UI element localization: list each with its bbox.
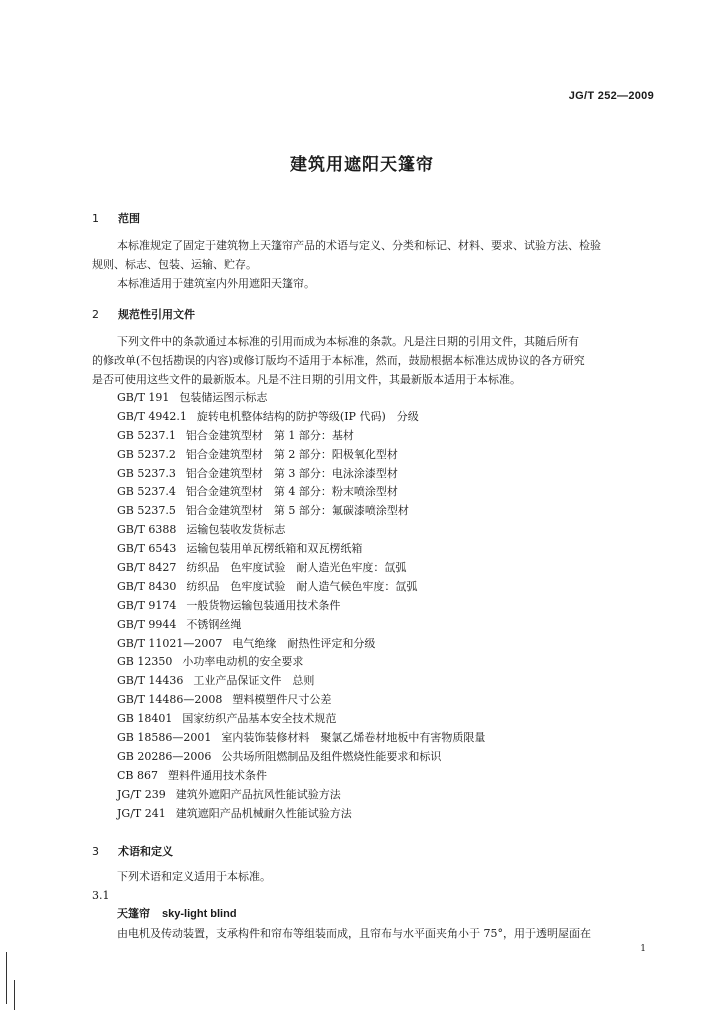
normative-references-list <box>117 389 485 842</box>
reference-item: GB 5237.2 铝合金建筑型材 第 2 部分：阳极氧化型材 <box>117 447 398 461</box>
reference-item: GB/T 14436 工业产品保证文件 总则 <box>117 674 315 688</box>
reference-item: GB/T 8427 纺织品 色牢度试验 耐人造光色牢度：氙弧 <box>117 561 407 575</box>
section-1-heading <box>92 210 140 226</box>
term-heading <box>117 905 237 921</box>
scan-edge-mark-2 <box>14 980 15 1010</box>
reference-item: JG/T 239 建筑外遮阳产品抗风性能试验方法 <box>117 787 341 801</box>
reference-item: GB 5237.3 铝合金建筑型材 第 3 部分：电泳涂漆型材 <box>117 466 398 480</box>
scan-edge-mark <box>6 952 7 1004</box>
reference-item: GB 5237.5 铝合金建筑型材 第 5 部分：氟碳漆喷涂型材 <box>117 504 409 518</box>
term-definition: 由电机及传动装置，支承构件和帘布等组装而成，且帘布与水平面夹角小于 75°，用于透明屋面在 <box>117 927 591 940</box>
reference-item: GB/T 191 包装储运图示标志 <box>117 391 268 404</box>
refs-intro-line-2: 的修改单(不包括勘误的内容)或修订版均不适用于本标准，然而，鼓励根据本标准达成协议的各方研究 <box>92 354 585 367</box>
section-title: 规范性引用文件 <box>118 308 195 321</box>
section-title: 范围 <box>118 212 140 225</box>
clause-3-1-number: 3.1 <box>92 889 110 902</box>
reference-item: JG/T 241 建筑遮阳产品机械耐久性能试验方法 <box>117 806 352 820</box>
section-title: 术语和定义 <box>118 845 173 858</box>
reference-item: GB/T 6543 运输包装用单瓦楞纸箱和双瓦楞纸箱 <box>117 542 363 556</box>
terms-intro: 下列术语和定义适用于本标准。 <box>117 870 271 883</box>
reference-item: GB/T 14486—2008 塑料模塑件尺寸公差 <box>117 693 332 707</box>
refs-intro-line-1: 下列文件中的条款通过本标准的引用而成为本标准的条款。凡是注日期的引用文件，其随后所有 <box>117 335 579 348</box>
reference-item: GB/T 9174 一般货物运输包装通用技术条件 <box>117 598 341 612</box>
scope-line-2: 规则、标志、包装、运输、贮存。 <box>92 258 257 271</box>
reference-item: GB 12350 小功率电动机的安全要求 <box>117 655 304 669</box>
reference-item: GB/T 6388 运输包装收发货标志 <box>117 523 286 537</box>
reference-item: GB/T 8430 纺织品 色牢度试验 耐人造气候色牢度：氙弧 <box>117 579 418 593</box>
term-en: sky-light blind <box>162 908 237 920</box>
refs-intro-line-3: 是否可使用这些文件的最新版本。凡是不注日期的引用文件，其最新版本适用于本标准。 <box>92 373 521 386</box>
reference-item: GB 5237.4 铝合金建筑型材 第 4 部分：粉末喷涂型材 <box>117 485 398 499</box>
reference-item: GB 18401 国家纺织产品基本安全技术规范 <box>117 712 337 726</box>
reference-item: GB/T 9944 不锈钢丝绳 <box>117 617 242 631</box>
scope-line-1: 本标准规定了固定于建筑物上天篷帘产品的术语与定义、分类和标记、材料、要求、试验方法、检验 <box>117 239 601 252</box>
document-title: 建筑用遮阳天篷帘 <box>290 155 434 175</box>
section-number: 3 <box>92 845 99 858</box>
reference-item: GB/T 4942.1 旋转电机整体结构的防护等级(IP 代码) 分级 <box>117 409 419 423</box>
reference-item <box>117 823 485 842</box>
reference-item: GB/T 11021—2007 电气绝缘 耐热性评定和分级 <box>117 636 376 650</box>
reference-item: CB 867 塑料件通用技术条件 <box>117 768 267 782</box>
standard-code: JG/T 252—2009 <box>568 90 654 102</box>
section-number: 2 <box>92 308 99 321</box>
reference-item: GB 5237.1 铝合金建筑型材 第 1 部分：基材 <box>117 428 354 442</box>
section-number: 1 <box>92 212 99 225</box>
reference-item: GB 18586—2001 室内装饰装修材料 聚氯乙烯卷材地板中有害物质限量 <box>117 731 486 745</box>
section-3-heading <box>92 843 173 859</box>
page-number: 1 <box>640 944 646 954</box>
scope-line-3: 本标准适用于建筑室内外用遮阳天篷帘。 <box>117 277 315 290</box>
reference-item: GB 20286—2006 公共场所阻燃制品及组件燃烧性能要求和标识 <box>117 749 442 763</box>
section-2-heading <box>92 306 195 322</box>
term-zh: 天篷帘 <box>117 907 150 920</box>
